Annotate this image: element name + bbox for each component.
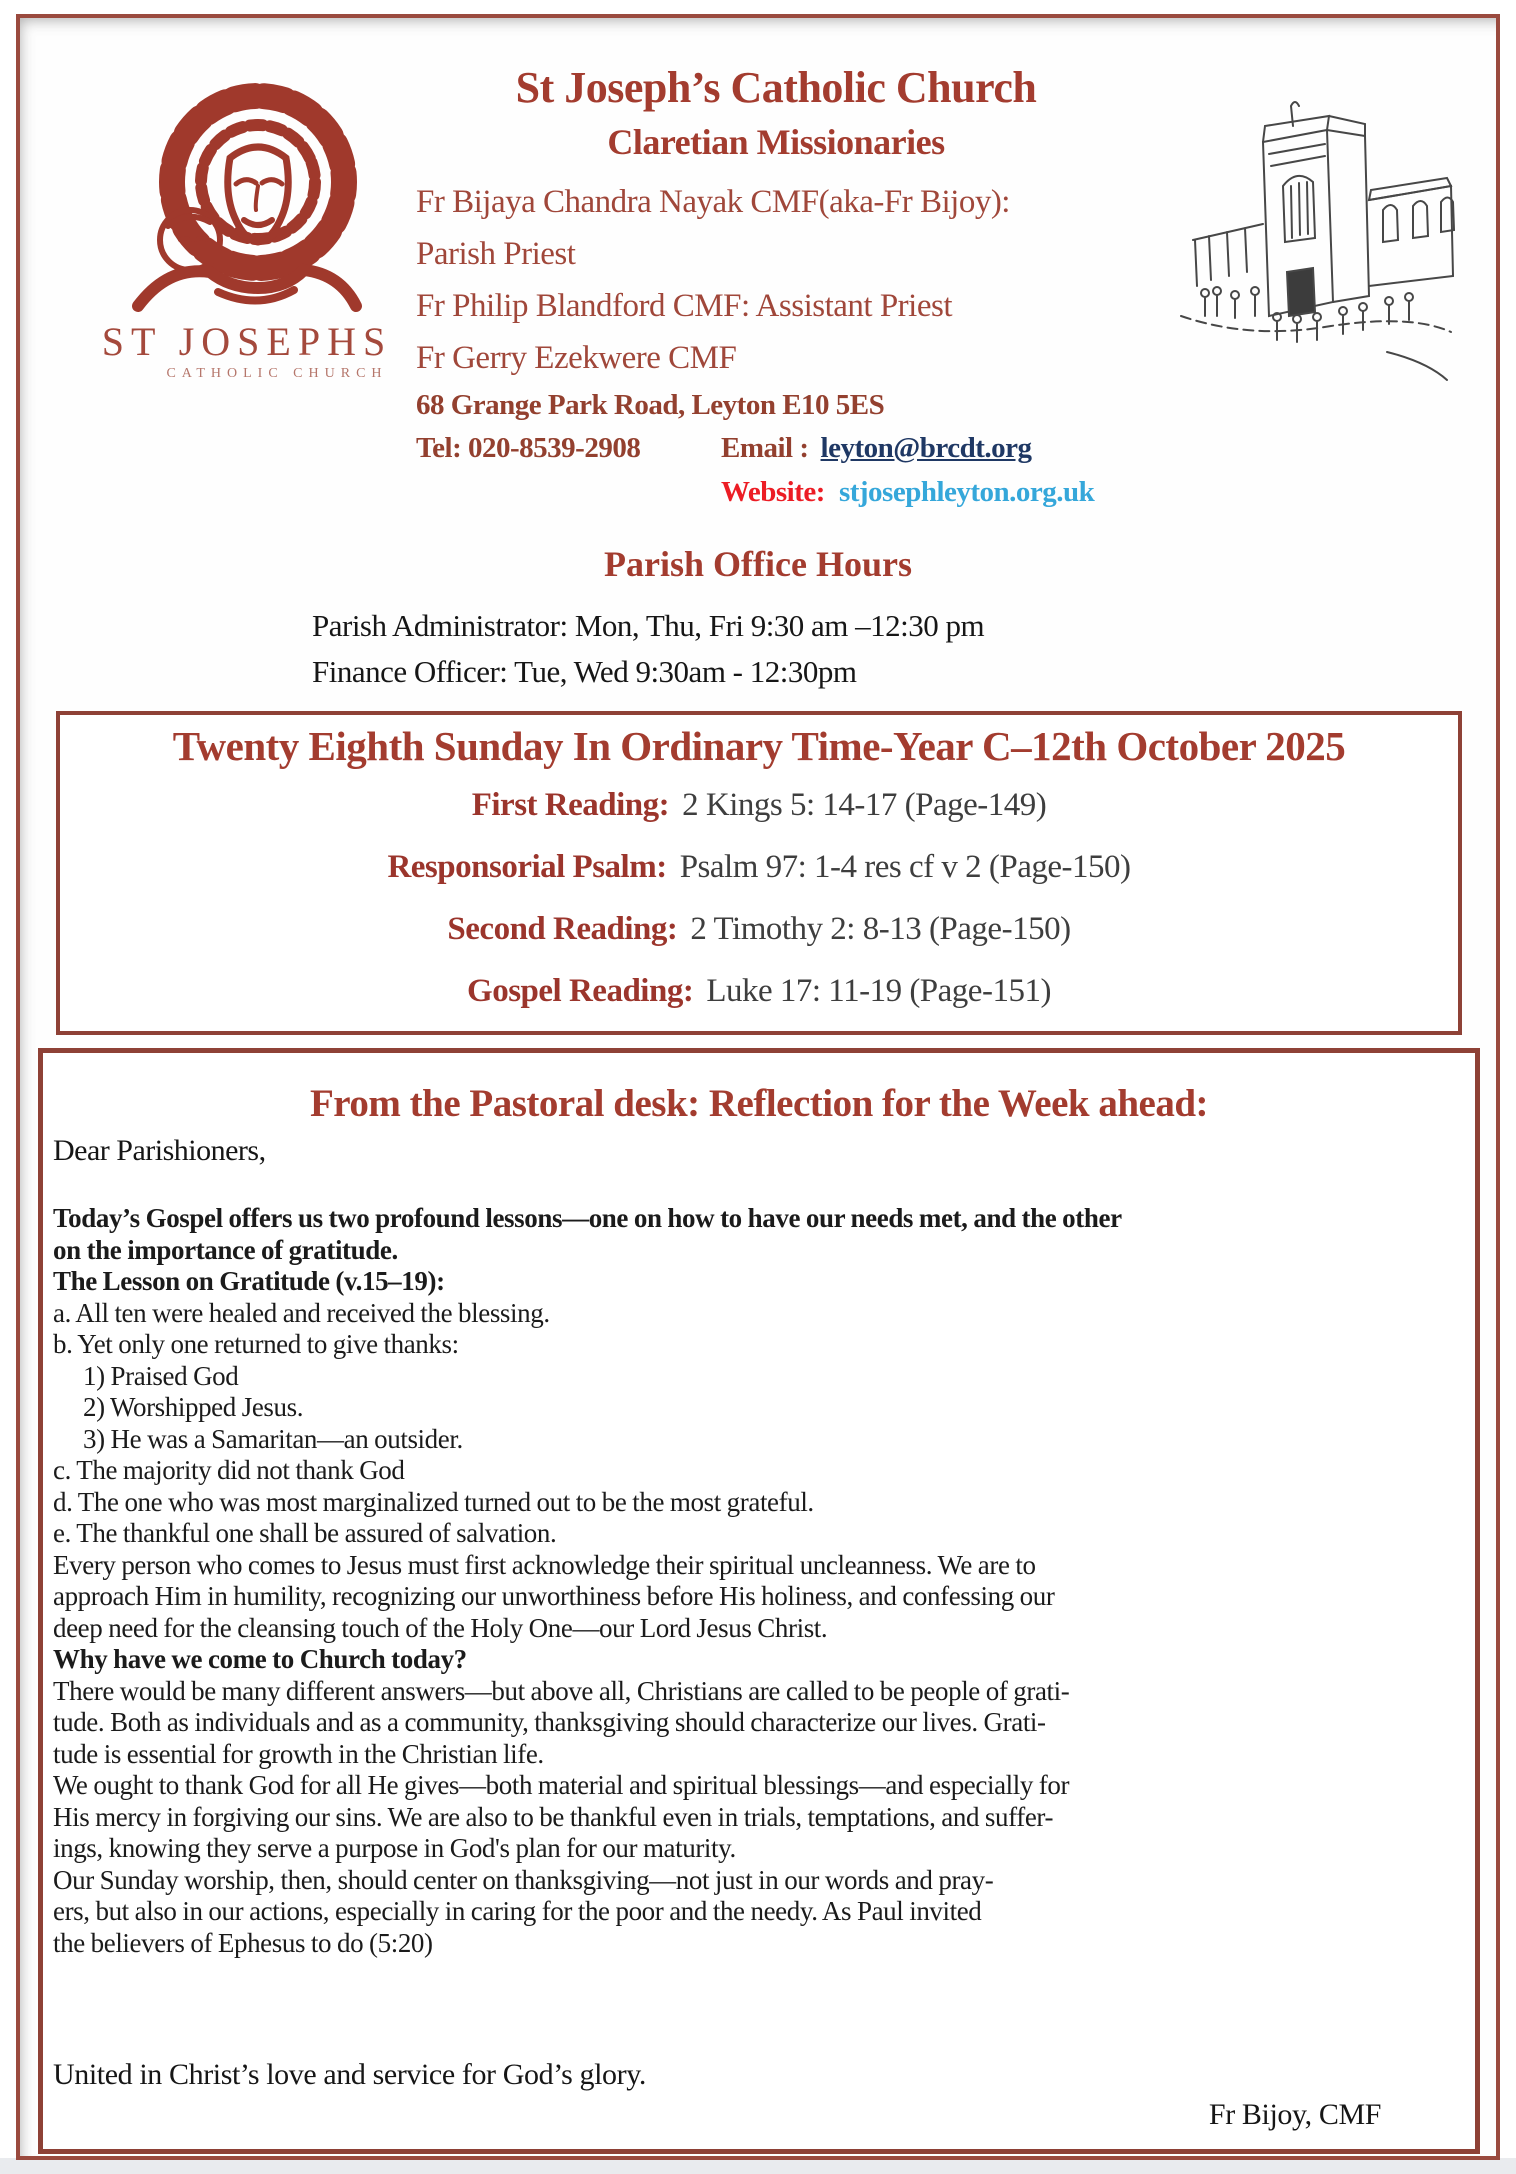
- pastoral-line: Our Sunday worship, then, should center on thanksgiving—not just in our words and pray-: [53, 1864, 994, 1895]
- priest-line: Fr Bijaya Chandra Nayak CMF(aka-Fr Bijoy):: [416, 184, 1010, 220]
- reading-item: [70, 783, 1448, 833]
- reading-label: Second Reading:: [447, 911, 678, 947]
- pastoral-line: Why have we come to Church today?: [53, 1644, 467, 1674]
- pastoral-line: There would be many different answers—but above all, Christians are called to be people of grati-: [53, 1675, 1070, 1706]
- reading-value: Psalm 97: 1-4 res cf v 2 (Page-150): [679, 849, 1131, 885]
- church-illustration: [1136, 62, 1482, 519]
- pastoral-line: His mercy in forgiving our sins. We are also to be thankful even in trials, temptations, and suffer-: [53, 1801, 1054, 1832]
- pastoral-line: approach Him in humility, recognizing our unworthiness before His holiness, and confessing our: [53, 1581, 1055, 1611]
- website-row: [721, 470, 1136, 519]
- readings-box: [56, 711, 1462, 1035]
- reading-value: 2 Timothy 2: 8-13 (Page-150): [690, 911, 1071, 947]
- pastoral-line: c. The majority did not thank God: [53, 1455, 405, 1485]
- reading-label: Gospel Reading:: [467, 973, 694, 1009]
- pastoral-line: We ought to thank God for all He gives—both material and spiritual blessings—and especially for: [53, 1770, 1070, 1800]
- pastoral-line: Every person who comes to Jesus must first acknowledge their spiritual uncleanness. We are to: [53, 1549, 1036, 1580]
- reading-item: [70, 845, 1448, 895]
- pastoral-line: on the importance of gratitude.: [53, 1234, 398, 1265]
- email-link[interactable]: leyton@brcdt.org: [820, 432, 1032, 464]
- pastoral-line: d. The one who was most marginalized turned out to be the most grateful.: [53, 1486, 814, 1517]
- reading-label: Responsorial Psalm:: [387, 849, 667, 885]
- pastoral-line: tude is essential for growth in the Christian life.: [53, 1738, 544, 1769]
- pastoral-line: Today’s Gospel offers us two profound lessons—one on how to have our needs met, and the other: [53, 1203, 1122, 1233]
- congregation-name: Claretian Missionaries: [607, 122, 945, 162]
- reading-item: [70, 907, 1448, 957]
- website-link[interactable]: stjosephleyton.org.uk: [838, 476, 1095, 508]
- signature: Fr Bijoy, CMF: [1208, 2098, 1381, 2131]
- priest-line: Parish Priest: [416, 236, 576, 272]
- header: [20, 18, 1496, 519]
- pastoral-line: The Lesson on Gratitude (v.15–19):: [53, 1266, 445, 1296]
- reading-value: Luke 17: 11-19 (Page-151): [706, 973, 1051, 1009]
- parish-logo: [82, 62, 412, 519]
- logo-subcaption: CATHOLIC CHURCH: [166, 366, 388, 381]
- sunday-title: Twenty Eighth Sunday In Ordinary Time-Year C–12th October 2025: [172, 723, 1346, 769]
- office-hours-section: [20, 541, 1496, 695]
- priest-list: [416, 176, 1136, 384]
- office-hours-title: Parish Office Hours: [604, 544, 912, 584]
- reflection-text: [53, 1203, 1465, 1959]
- pastoral-box: [38, 1048, 1480, 2154]
- pastoral-line: 3) He was a Samaritan—an outsider.: [83, 1423, 463, 1454]
- pastoral-line: 2) Worshipped Jesus.: [83, 1392, 304, 1422]
- office-hours-line: Parish Administrator: Mon, Thu, Fri 9:30 am –12:30 pm: [312, 608, 985, 643]
- readings-list: [70, 783, 1448, 1019]
- pastoral-line: ers, but also in our actions, especially in caring for the poor and the needy. As Paul invited: [53, 1896, 982, 1926]
- reading-label: First Reading:: [471, 787, 670, 823]
- priest-line: Fr Philip Blandford CMF: Assistant Priest: [416, 288, 952, 324]
- pastoral-line: b. Yet only one returned to give thanks:: [53, 1329, 459, 1359]
- pastoral-title: From the Pastoral desk: Reflection for the Week ahead:: [309, 1082, 1209, 1125]
- office-hours-line: Finance Officer: Tue, Wed 9:30am - 12:30pm: [312, 654, 857, 689]
- salutation: Dear Parishioners,: [53, 1134, 266, 1167]
- pastoral-line: 1) Praised God: [83, 1360, 239, 1391]
- parish-address: 68 Grange Park Road, Leyton E10 5ES: [416, 389, 885, 421]
- reading-item: [70, 969, 1448, 1019]
- reading-value: 2 Kings 5: 14-17 (Page-149): [682, 787, 1047, 823]
- email-label: Email :: [721, 432, 809, 464]
- logo-caption: ST JOSEPHS: [101, 319, 393, 364]
- closing-line: United in Christ’s love and service for God’s glory.: [53, 2058, 646, 2091]
- header-text: [412, 62, 1136, 519]
- pastoral-line: a. All ten were healed and received the blessing.: [53, 1297, 550, 1328]
- page-edge: [0, 2158, 1516, 2174]
- pastoral-line: the believers of Ephesus to do (5:20): [53, 1927, 433, 1958]
- contact-row: [416, 426, 1136, 470]
- bulletin-page: [16, 14, 1500, 2160]
- church-name: St Joseph’s Catholic Church: [515, 63, 1037, 112]
- pastoral-line: tude. Both as individuals and as a community, thanksgiving should characterize our lives. Grati-: [53, 1707, 1046, 1737]
- st-joseph-and-child-logo-icon: [98, 80, 396, 318]
- pastoral-line: ings, knowing they serve a purpose in God's plan for our maturity.: [53, 1833, 736, 1863]
- website-label: Website:: [721, 476, 825, 508]
- office-hours-lines: [312, 603, 1496, 695]
- church-building-sketch-icon: [1151, 90, 1467, 420]
- pastoral-line: deep need for the cleansing touch of the Holy One—our Lord Jesus Christ.: [53, 1612, 828, 1643]
- priest-line: Fr Gerry Ezekwere CMF: [416, 340, 737, 376]
- phone-number: Tel: 020-8539-2908: [416, 432, 641, 464]
- pastoral-line: e. The thankful one shall be assured of salvation.: [53, 1518, 557, 1548]
